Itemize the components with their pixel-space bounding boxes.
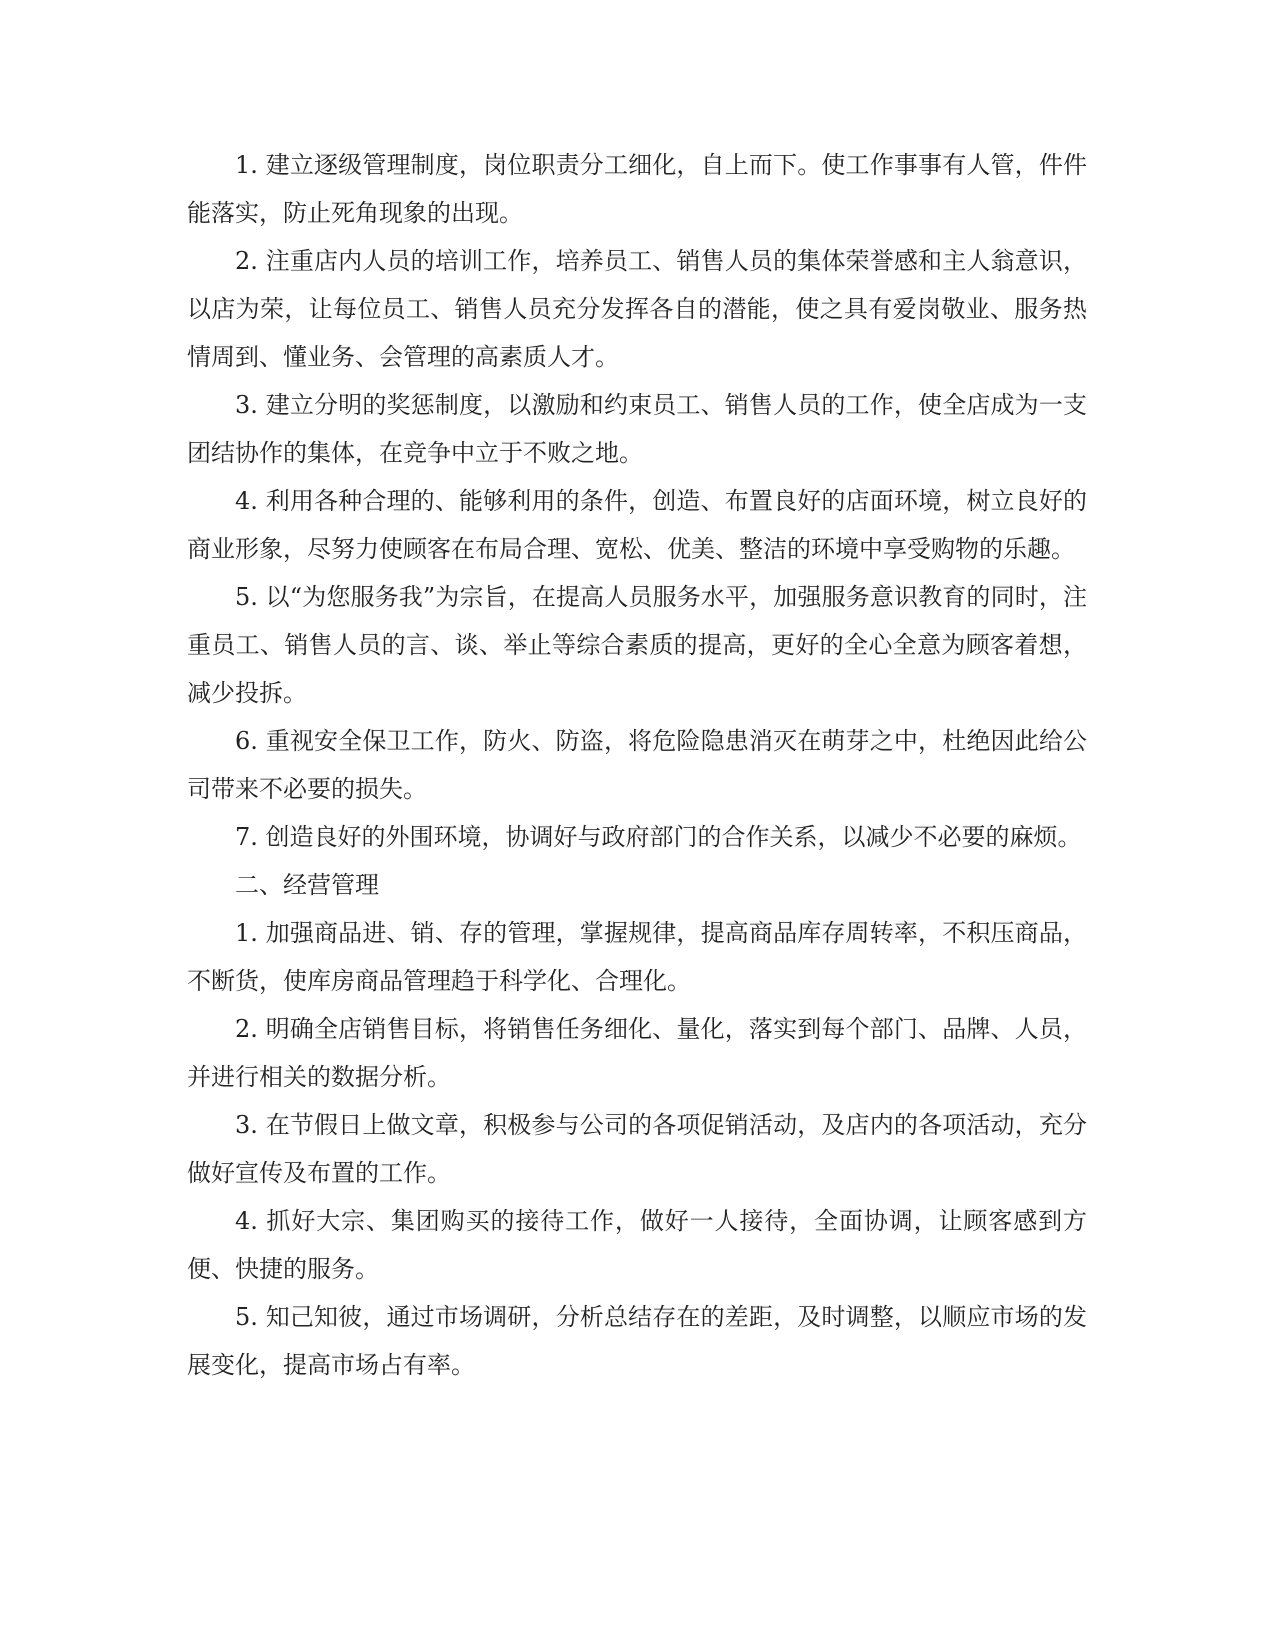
document-body [187,141,1087,1389]
section1-item-2: 2. 注重店内人员的培训工作，培养员工、销售人员的集体荣誉感和主人翁意识，以店为荣，让每位员工、销售人员充分发挥各自的潜能，使之具有爱岗敬业、服务热情周到、懂业务、会管理的高素质人才。 [187,247,1087,371]
section1-item-3: 3. 建立分明的奖惩制度，以激励和约束员工、销售人员的工作，使全店成为一支团结协作的集体，在竞争中立于不败之地。 [187,391,1087,467]
section1-item-6: 6. 重视安全保卫工作，防火、防盗，将危险隐患消灭在萌芽之中，杜绝因此给公司带来不必要的损失。 [187,727,1087,803]
section2-item-2: 2. 明确全店销售目标，将销售任务细化、量化，落实到每个部门、品牌、人员，并进行相关的数据分析。 [187,1015,1087,1091]
section2-item-1: 1. 加强商品进、销、存的管理，掌握规律，提高商品库存周转率，不积压商品，不断货，使库房商品管理趋于科学化、合理化。 [187,919,1087,995]
section1-item-4: 4. 利用各种合理的、能够利用的条件，创造、布置良好的店面环境，树立良好的商业形象，尽努力使顾客在布局合理、宽松、优美、整洁的环境中享受购物的乐趣。 [187,487,1087,563]
section1-item-7: 7. 创造良好的外围环境，协调好与政府部门的合作关系，以减少不必要的麻烦。 [235,823,1082,851]
section2-item-4: 4. 抓好大宗、集团购买的接待工作，做好一人接待，全面协调，让顾客感到方便、快捷的服务。 [187,1207,1087,1283]
section1-item-5: 5. 以“为您服务我”为宗旨，在提高人员服务水平，加强服务意识教育的同时，注重员工、销售人员的言、谈、举止等综合素质的提高，更好的全心全意为顾客着想，减少投拆。 [187,583,1087,707]
section2-item-3: 3. 在节假日上做文章，积极参与公司的各项促销活动，及店内的各项活动，充分做好宣传及布置的工作。 [187,1111,1087,1187]
section2-item-5: 5. 知己知彼，通过市场调研，分析总结存在的差距，及时调整，以顺应市场的发展变化，提高市场占有率。 [187,1303,1087,1379]
section1-item-1: 1. 建立逐级管理制度，岗位职责分工细化，自上而下。使工作事事有人管，件件能落实，防止死角现象的出现。 [187,151,1087,227]
section2-heading: 二、经营管理 [235,871,379,899]
